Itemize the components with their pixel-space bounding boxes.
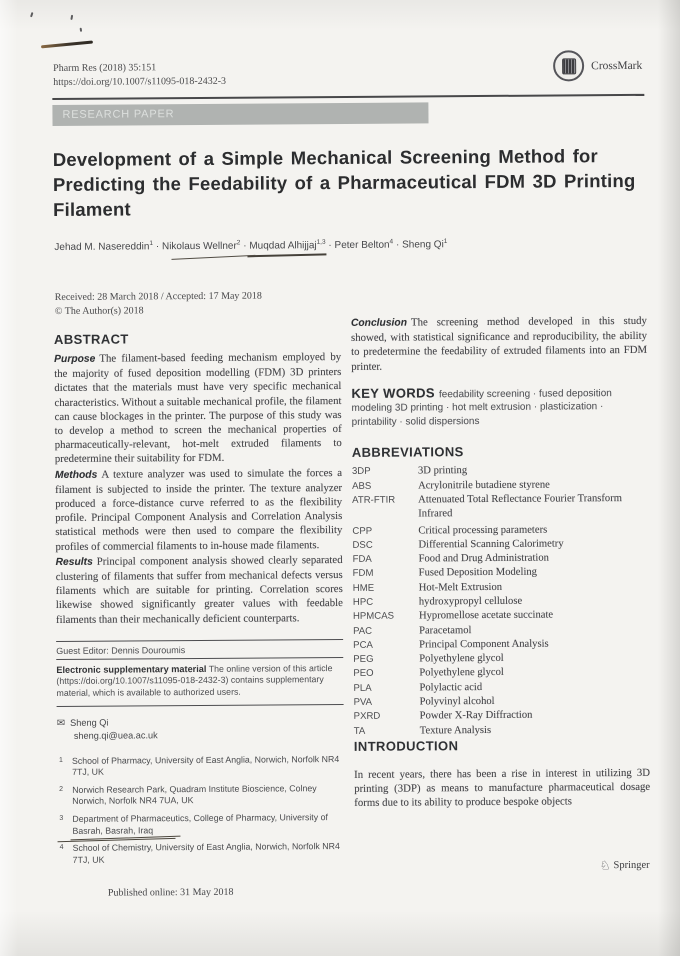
springer-horse-icon: ♘ (599, 858, 611, 873)
conclusion-section (351, 314, 647, 374)
abbreviation-row: ABS Acrylonitrile butadiene styrene (352, 479, 550, 492)
authors-line (54, 237, 654, 254)
introduction-text: In recent years, there has been a rise in interest in utilizing 3D printing (3DP) as means to manufacture pharmaceutical dosage forms due to its ability to produce bespoke objects (354, 766, 651, 810)
header-rule (52, 94, 644, 100)
abbreviation-row: PLA Polylactic acid (353, 681, 483, 694)
abbreviation-row: PVA Polyvinyl alcohol (353, 695, 495, 708)
corresponding-author-name: Sheng Qi (70, 717, 109, 728)
abstract-heading: ABSTRACT (53, 331, 129, 347)
abbreviation-row: PCA Principal Component Analysis (353, 638, 549, 651)
doi-link: https://doi.org/10.1007/s11095-018-2432-3 (53, 75, 227, 88)
abbreviation-row: PXRD Powder X-Ray Diffraction (353, 710, 533, 723)
author-superscript: 1 (443, 238, 448, 246)
left-column (54, 330, 345, 872)
author: Sheng Qi$^1$ (402, 238, 448, 251)
crossmark-label: CrossMark (591, 59, 643, 72)
research-paper-banner: RESEARCH PAPER (52, 102, 428, 126)
abbreviation-row: FDM Fused Deposition Modeling (352, 567, 537, 580)
author: Muqdad Alhijjaj$^{1,3}$ · (249, 240, 334, 252)
author: Nikolaus Wellner$^2$ · (162, 241, 249, 253)
footnote-divider (57, 704, 344, 707)
affiliation-item: 2 Norwich Research Park, Quadram Institute Bioscience, Colney Norwich, Norfolk NR4 7UA, UK (59, 782, 317, 807)
abstract-section-methods (55, 466, 343, 554)
crossmark-glyph-icon (562, 58, 576, 74)
paper-title: Development of a Simple Mechanical Screening Method for Predicting the Feedability of a Pharmaceutical FDM 3D Printing Filament (52, 145, 636, 220)
esm-note (56, 663, 343, 700)
pen-mark-staple (41, 40, 93, 48)
abbreviation-row: PAC Paracetamol (353, 624, 472, 637)
author-superscript: 2 (236, 239, 241, 247)
affiliation-item: 3 Department of Pharmaceutics, College of Pharmacy, University of Basrah, Basrah, Iraq (57, 812, 344, 837)
abbreviation-row: CPP Critical processing parameters (352, 524, 548, 537)
abstract-section-text: The filament-based feeding mechanism employed by the majority of fused deposition modelling (FDM) 3D printers dictates that the materials must have very specific mechanical characteristics. Without a suitable mechanical profile, the filament can cause blockages in the printer. The purpose of this study was to develop a method to screen the mechanical properties of pharmaceutically-relevant, hot-melt extruded filaments to predetermine their suitability for FDM. (54, 350, 342, 466)
author: Peter Belton$^4$ · (334, 240, 402, 251)
guest-editor-note: Guest Editor: Dennis Douroumis (56, 644, 186, 656)
abstract-section-label: Results (55, 556, 93, 568)
springer-label: Springer (613, 859, 650, 872)
footnote-divider (56, 657, 343, 660)
crossmark-badge (553, 50, 642, 82)
abbreviation-row: PEG Polyethylene glycol (353, 653, 504, 666)
abstract-section-text: Principal component analysis showed clearly separated clustering of filaments that suffer from mechanical defects versus filaments which are suitable for printing. Correlation scores likewise showed significantly greater values with feedable filaments than their mechanically deficient counterparts. (55, 553, 343, 626)
abstract-section-purpose (54, 350, 342, 467)
abbreviation-row: PEO Polyethylene glycol (353, 667, 504, 680)
affiliation-item: 1 School of Pharmacy, University of East Anglia, Norwich, Norfolk NR4 7TJ, UK (58, 753, 340, 778)
keywords-text: feedability screening · fused deposition modeling 3D printing · hot melt extrusion · plasticization · printability · solid dispersions (351, 387, 612, 428)
author-superscript: 1,3 (316, 239, 326, 247)
author: Jehad M. Nasereddin$^1$ · (54, 242, 162, 254)
corresponding-author-email: sheng.qi@uea.ac.uk (73, 729, 158, 741)
author-superscript: 4 (389, 238, 394, 246)
conclusion-label: Conclusion (350, 317, 408, 329)
correspondence-block (57, 715, 344, 742)
journal-ref: Pharm Res (2018) 35:151 (53, 62, 157, 74)
abbreviation-row: 3DP 3D printing (351, 465, 468, 478)
received-accepted: Received: 28 March 2018 / Accepted: 17 May 2018 (54, 290, 262, 303)
abbreviations-block (352, 443, 650, 739)
footnote-divider (56, 639, 343, 642)
abstract-section-label: Methods (54, 469, 98, 481)
envelope-icon: ✉ (56, 717, 66, 729)
keywords-heading: KEY WORDS (351, 385, 436, 401)
esm-label: Electronic supplementary material (56, 663, 207, 675)
pen-tick-mark (80, 28, 82, 32)
abstract-section-label: Purpose (54, 353, 96, 365)
keywords-block (351, 385, 647, 430)
author-superscript: 1 (149, 240, 154, 248)
abstract-section-text: A texture analyzer was used to simulate the forces a filament is subjected to inside the printer. The texture analyzer produced a force-distance curve referred to as the flexibility profile. Principal Component Analysis and Correlation Analysis statistical methods were then used to compare the flexibility profiles of commercial filaments to in-house made filaments. (55, 466, 343, 553)
abbreviation-row: DSC Differential Scanning Calorimetry (352, 538, 564, 551)
crossmark-icon (553, 50, 584, 81)
received-accepted-block (55, 290, 262, 318)
abbreviation-row: FDA Food and Drug Administration (352, 552, 549, 566)
abbreviation-row: HME Hot-Melt Extrusion (352, 581, 503, 594)
pen-tick-mark (30, 12, 33, 17)
journal-header (53, 61, 226, 90)
abbreviation-row: HPC hydroxypropyl cellulose (352, 595, 523, 608)
affiliations-list (57, 754, 345, 867)
introduction-heading: INTRODUCTION (353, 738, 459, 754)
abbreviation-row: TA Texture Analysis (353, 724, 492, 737)
published-online: Published online: 31 May 2018 (107, 886, 234, 899)
affiliation-item: 4 School of Chemistry, University of East Anglia, Norwich, Norfolk NR4 7TJ, UK (58, 841, 345, 866)
abbreviation-row: ATR-FTIR Attenuated Total Reflectance Fourier Transform Infrared (352, 492, 623, 520)
abstract-section-results (56, 553, 343, 627)
pen-tick-mark (70, 15, 72, 20)
esm-text: The online version of this article (https://doi.org/10.1007/s11095-018-2432-3) contains supplementary material, which is available to authorized users. (56, 662, 333, 699)
right-column (351, 314, 650, 812)
copyright-line: © The Author(s) 2018 (54, 304, 144, 317)
conclusion-text: The screening method developed in this study showed, with statistical significance and reproducibility, the ability to predetermine the feedability of extruded filaments into an FDM printer. (350, 314, 648, 373)
abbreviation-row: HPMCAS Hypromellose acetate succinate (352, 609, 554, 623)
springer-logo (600, 858, 650, 873)
abbreviations-heading: ABBREVIATIONS (351, 444, 464, 461)
